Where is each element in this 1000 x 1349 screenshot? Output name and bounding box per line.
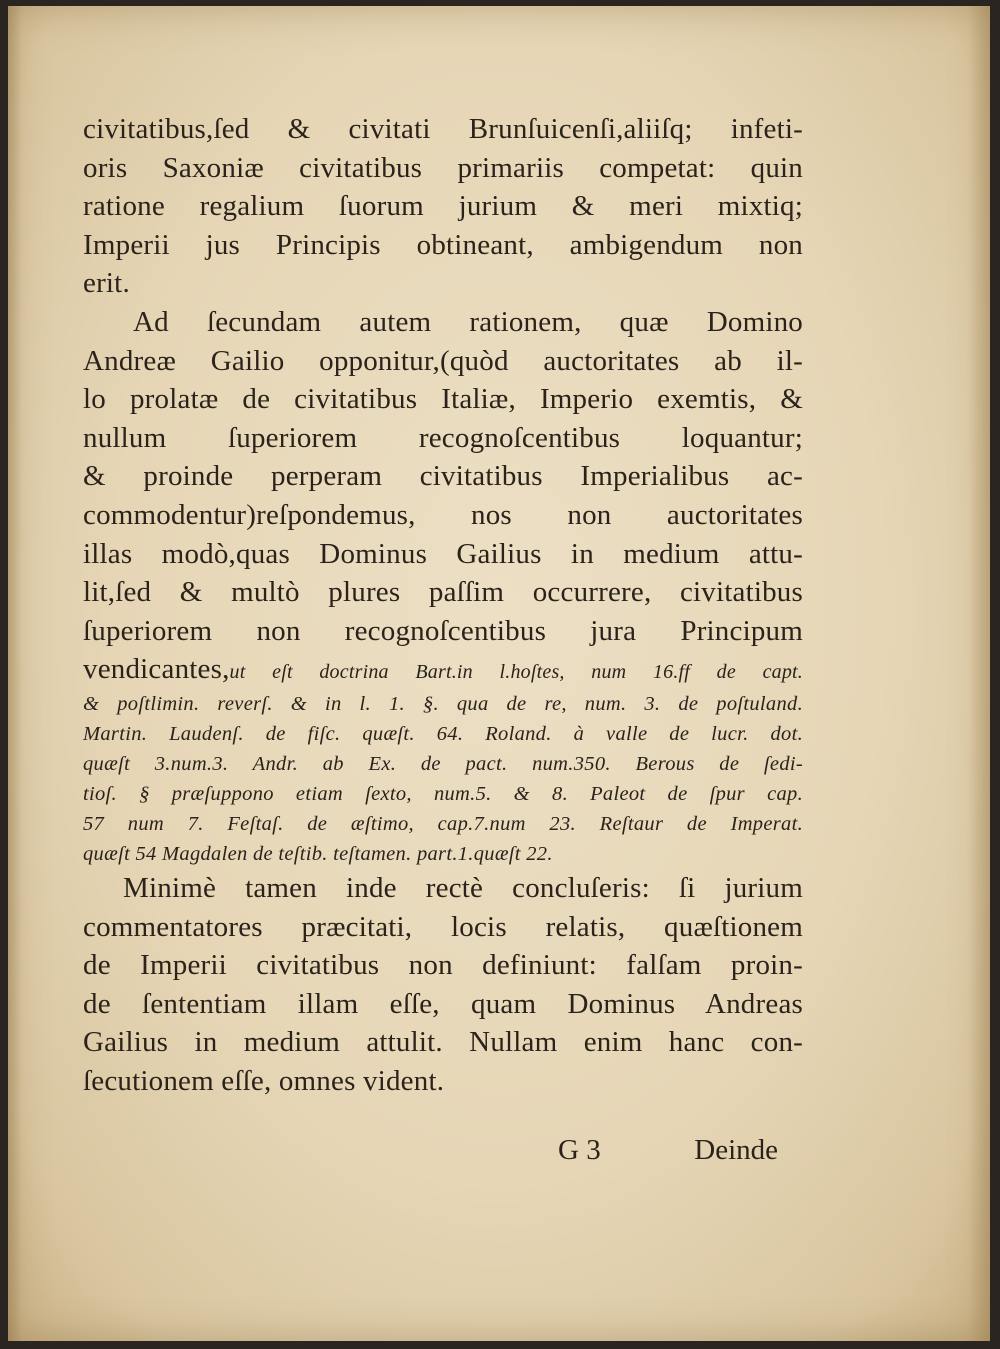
citation-line: quæſt 3.num.3. Andr. ab Ex. de pact. num.350. Berous de ſedi-: [83, 752, 803, 775]
text-line: commodentur)reſpondemus, nos non auctoritates: [83, 498, 803, 531]
text-line: civitatibus,ſed & civitati Brunſuicenſi,aliiſq; infeti-: [83, 113, 803, 145]
text-line: lo prolatæ de civitatibus Italiæ, Imperio exemtis, &: [83, 383, 803, 416]
text-line-mixed: [83, 650, 803, 689]
text-line: & proinde perperam civitatibus Imperialibus ac-: [83, 460, 803, 493]
citation-line: quæſt 54 Magdalen de teſtib. teſtamen. part.1.quæſt 22.: [83, 842, 553, 865]
page-left-shadow: [8, 6, 22, 1341]
citation-line: 57 num 7. Feſtaſ. de æſtimo, cap.7.num 23. Reſtaur de Imperat.: [83, 812, 803, 835]
catchword: Deinde: [694, 1134, 778, 1166]
text-line: ſuperiorem non recognoſcentibus jura Principum: [83, 614, 803, 647]
text-line: Imperii jus Principis obtineant, ambigendum non: [83, 228, 803, 261]
citation-line: tioſ. § præſuppono etiam ſexto, num.5. & 8. Paleot de ſpur cap.: [83, 782, 803, 805]
citation-italic: ut eſt doctrina Bart.in l.hoſtes, num 16.ff de capt.: [229, 661, 803, 684]
paragraph-start-line: Minimè tamen inde rectè concluſeris: ſi jurium: [123, 871, 803, 904]
text-line: de Imperii civitatibus non definiunt: falſam proin-: [83, 949, 803, 982]
page-footer: [558, 1134, 778, 1167]
text-line: nullum ſuperiorem recognoſcentibus loquantur;: [83, 421, 803, 454]
text-line: Andreæ Gailio opponitur,(quòd auctoritates ab il-: [83, 344, 803, 377]
citation-line: & poſtlimin. reverſ. & in l. 1. §. qua de re, num. 3. de poſtuland.: [83, 692, 803, 715]
text-line: de ſententiam illam eſſe, quam Dominus Andreas: [83, 987, 803, 1020]
text-line: commentatores præcitati, locis relatis, quæſtionem: [83, 910, 803, 943]
text-line: oris Saxoniæ civitatibus primariis competat: quin: [83, 151, 803, 184]
main-text-block: [83, 110, 803, 1100]
text-line: Gailius in medium attulit. Nullam enim hanc con-: [83, 1026, 803, 1059]
signature-mark: G 3: [558, 1134, 601, 1166]
paragraph-start-line: Ad ſecundam autem rationem, quæ Domino: [133, 305, 803, 338]
citation-line: Martin. Laudenſ. de fiſc. quæſt. 64. Roland. à valle de lucr. dot.: [83, 722, 803, 745]
text-roman: vendicantes,: [83, 653, 230, 686]
text-line: ſecutionem eſſe, omnes vident.: [83, 1064, 445, 1097]
text-line: ratione regalium ſuorum jurium & meri mixtiq;: [83, 190, 803, 223]
book-page: [8, 6, 990, 1341]
page-right-shadow: [968, 6, 990, 1341]
text-line: erit.: [83, 267, 130, 300]
text-line: illas modò,quas Dominus Gailius in medium attu-: [83, 537, 803, 570]
text-line: lit,ſed & multò plures paſſim occurrere, civitatibus: [83, 576, 803, 609]
